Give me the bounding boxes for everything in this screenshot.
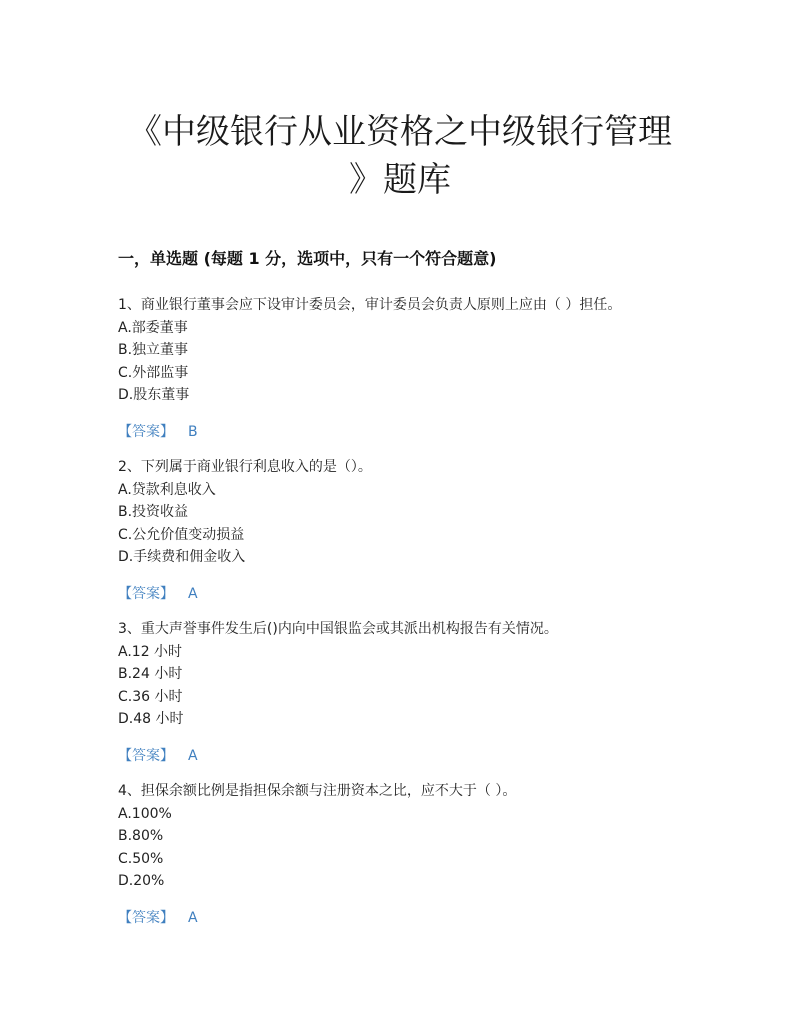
option-d: D.20% xyxy=(118,873,165,889)
question-3 xyxy=(118,618,698,767)
option-b: B.投资收益 xyxy=(118,504,189,520)
question-2 xyxy=(118,456,698,605)
question-text: 4、担保余额比例是指担保余额与注册资本之比，应不大于（ ）。 xyxy=(118,783,517,799)
question-text: 2、下列属于商业银行利息收入的是（）。 xyxy=(118,459,372,475)
answer-line xyxy=(118,907,698,929)
answer-value: A xyxy=(188,747,198,764)
option-c: C.外部监事 xyxy=(118,364,189,381)
option-c: C.50% xyxy=(118,850,164,867)
answer-line xyxy=(118,745,698,767)
answer-label: 【答案】 xyxy=(118,423,174,440)
answer-line xyxy=(118,583,698,605)
option-b: B.80% xyxy=(118,828,164,844)
option-b: B.独立董事 xyxy=(118,342,189,358)
option-a: A.12 小时 xyxy=(118,643,183,660)
question-4 xyxy=(118,780,698,929)
option-a: A.贷款利息收入 xyxy=(118,481,216,498)
answer-label: 【答案】 xyxy=(118,909,174,926)
question-text: 1、商业银行董事会应下设审计委员会，审计委员会负责人原则上应由（ ）担任。 xyxy=(118,297,622,313)
document-title-line1: 《中级银行从业资格之中级银行管理 xyxy=(128,112,672,152)
option-a: A.100% xyxy=(118,805,172,822)
document-title-line2: 》题库 xyxy=(349,160,451,200)
answer-label: 【答案】 xyxy=(118,747,174,764)
answer-value: A xyxy=(188,585,198,602)
question-1 xyxy=(118,294,698,443)
answer-value: B xyxy=(188,423,198,440)
option-c: C.公允价值变动损益 xyxy=(118,526,245,543)
option-c: C.36 小时 xyxy=(118,688,183,705)
answer-label: 【答案】 xyxy=(118,585,174,602)
option-b: B.24 小时 xyxy=(118,666,183,682)
option-d: D.手续费和佣金收入 xyxy=(118,549,246,565)
answer-line xyxy=(118,421,698,443)
option-a: A.部委董事 xyxy=(118,319,188,336)
section-heading: 一，单选题 (每题 1 分，选项中，只有一个符合题意) xyxy=(118,249,497,268)
question-text: 3、重大声誉事件发生后()内向中国银监会或其派出机构报告有关情况。 xyxy=(118,621,558,637)
option-d: D.48 小时 xyxy=(118,711,184,727)
option-d: D.股东董事 xyxy=(118,387,190,403)
answer-value: A xyxy=(188,909,198,926)
